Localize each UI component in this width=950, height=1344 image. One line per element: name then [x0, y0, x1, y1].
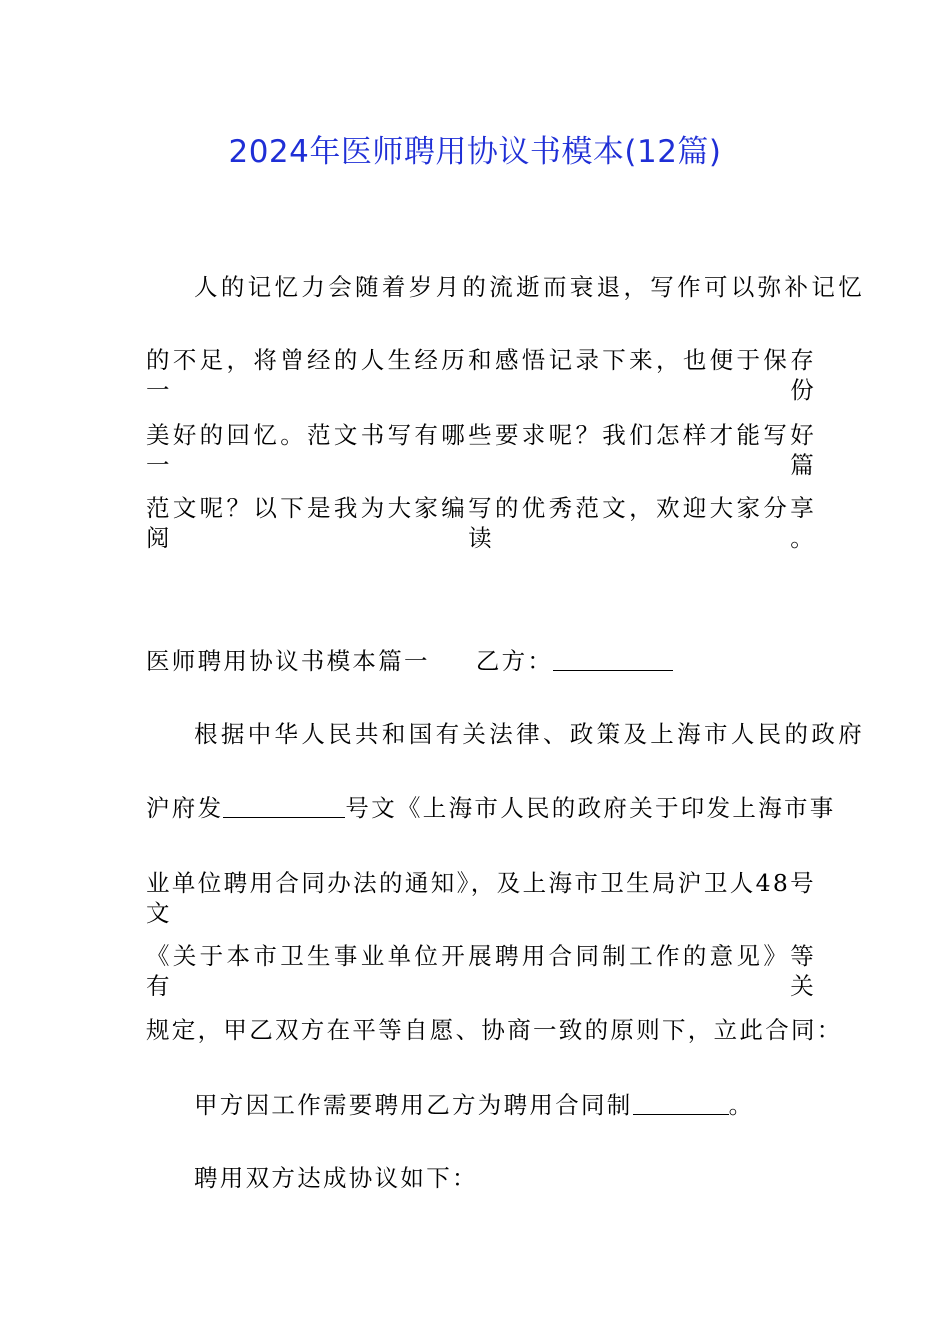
intro-line-4: 范文呢？以下是我为大家编写的优秀范文，欢迎大家分享阅读。 — [146, 494, 816, 552]
para1-line-3: 业单位聘用合同办法的通知》，及上海市卫生局沪卫人48号文 — [146, 869, 816, 927]
intro-line-3: 美好的回忆。范文书写有哪些要求呢？我们怎样才能写好一篇 — [146, 421, 816, 479]
document-number-blank — [223, 795, 345, 818]
para1-line-5: 规定，甲乙双方在平等自愿、协商一致的原则下，立此合同： — [146, 1016, 843, 1044]
position-blank — [633, 1092, 729, 1115]
section-heading: 医师聘用协议书模本篇一 — [146, 647, 430, 675]
intro-line-2: 的不足，将曾经的人生经历和感悟记录下来，也便于保存一份 — [146, 346, 816, 404]
para2-prefix: 甲方因工作需要聘用乙方为聘用合同制 — [194, 1091, 633, 1119]
party-b-blank — [553, 648, 673, 671]
para1-line-2-suffix: 号文《上海市人民的政府关于印发上海市事 — [345, 794, 836, 822]
para2-line — [194, 1090, 864, 1120]
para1-line-4: 《关于本市卫生事业单位开展聘用合同制工作的意见》等有关 — [146, 942, 816, 1000]
para1-line-2-prefix: 沪府发 — [146, 794, 224, 822]
para1-line-2 — [146, 793, 836, 823]
intro-line-1: 人的记忆力会随着岁月的流逝而衰退，写作可以弥补记忆 — [194, 273, 864, 301]
para3-line: 聘用双方达成协议如下： — [194, 1164, 478, 1192]
party-b-label: 乙方： — [475, 647, 554, 675]
para2-suffix: 。 — [728, 1091, 755, 1119]
para1-line-1: 根据中华人民共和国有关法律、政策及上海市人民的政府 — [194, 720, 864, 748]
document-title: 2024年医师聘用协议书模本(12篇) — [228, 134, 722, 170]
section-heading-line — [146, 646, 816, 676]
